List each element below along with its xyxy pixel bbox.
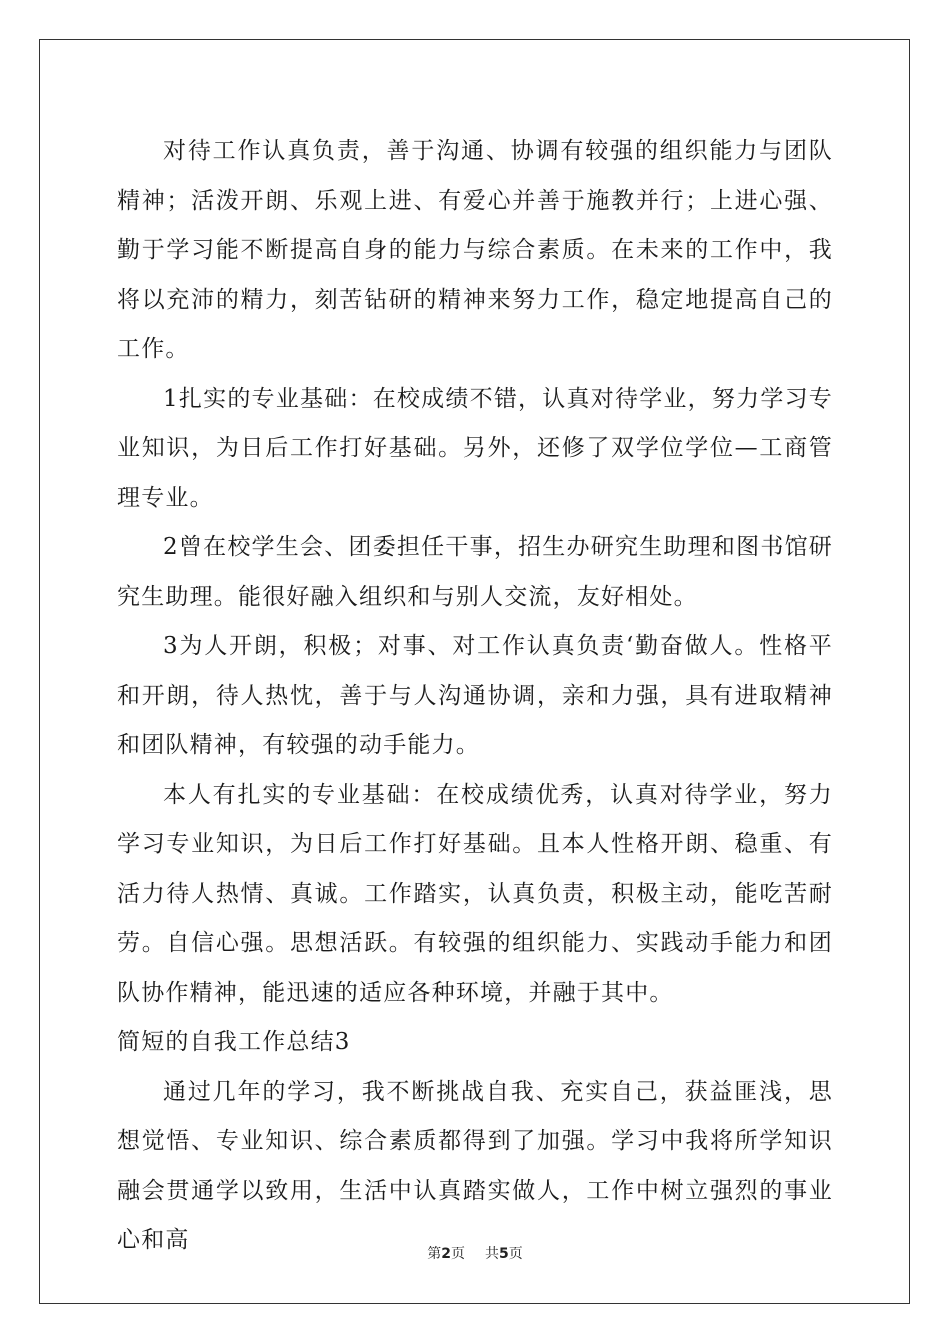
page-prefix: 第 xyxy=(427,1246,442,1262)
page-suffix: 页 xyxy=(451,1246,465,1262)
total-prefix: 共 xyxy=(485,1246,499,1262)
paragraph-1: 对待工作认真负责，善于沟通、协调有较强的组织能力与团队精神；活泼开朗、乐观上进、有爱心并善于施教并行；上进心强、勤于学习能不断提高自身的能力与综合素质。在未来的工作中，我将以充沛的精力，刻苦钻研的精神来努力工作，稳定地提高自己的工作。 xyxy=(117,138,833,362)
paragraph-4: 3为人开朗，积极；对事、对工作认真负责‘勤奋做人。性格平和开朗，待人热忱，善于与人沟通协调，亲和力强，具有进取精神和团队精神，有较强的动手能力。 xyxy=(117,633,833,758)
paragraph-2: 1扎实的专业基础：在校成绩不错，认真对待学业，努力学习专业知识，为日后工作打好基础。另外，还修了双学位学位—工商管理专业。 xyxy=(117,385,833,511)
paragraph-5: 本人有扎实的专业基础：在校成绩优秀，认真对待学业，努力学习专业知识，为日后工作打好基础。且本人性格开朗、稳重、有活力待人热情、真诚。工作踏实，认真负责，积极主动，能吃苦耐劳。自信心强。思想活跃。有较强的组织能力、实践动手能力和团队协作精神，能迅速的适应各种环境，并融于其中。 xyxy=(117,781,833,1006)
total-suffix: 页 xyxy=(508,1246,523,1262)
paragraph-3: 2曾在校学生会、团委担任干事，招生办研究生助理和图书馆研究生助理。能很好融入组织和与别人交流，友好相处。 xyxy=(117,534,833,610)
section-title: 简短的自我工作总结3 xyxy=(117,1029,351,1055)
document-body xyxy=(117,127,833,1266)
page-total: 5 xyxy=(499,1246,509,1262)
paragraph-6: 通过几年的学习，我不断挑战自我、充实自己，获益匪浅，思想觉悟、专业知识、综合素质都得到了加强。学习中我将所学知识融会贯通学以致用，生活中认真踏实做人，工作中树立强烈的事业心和高 xyxy=(117,1078,833,1253)
page-current: 2 xyxy=(441,1246,451,1262)
page-footer xyxy=(0,1244,950,1264)
